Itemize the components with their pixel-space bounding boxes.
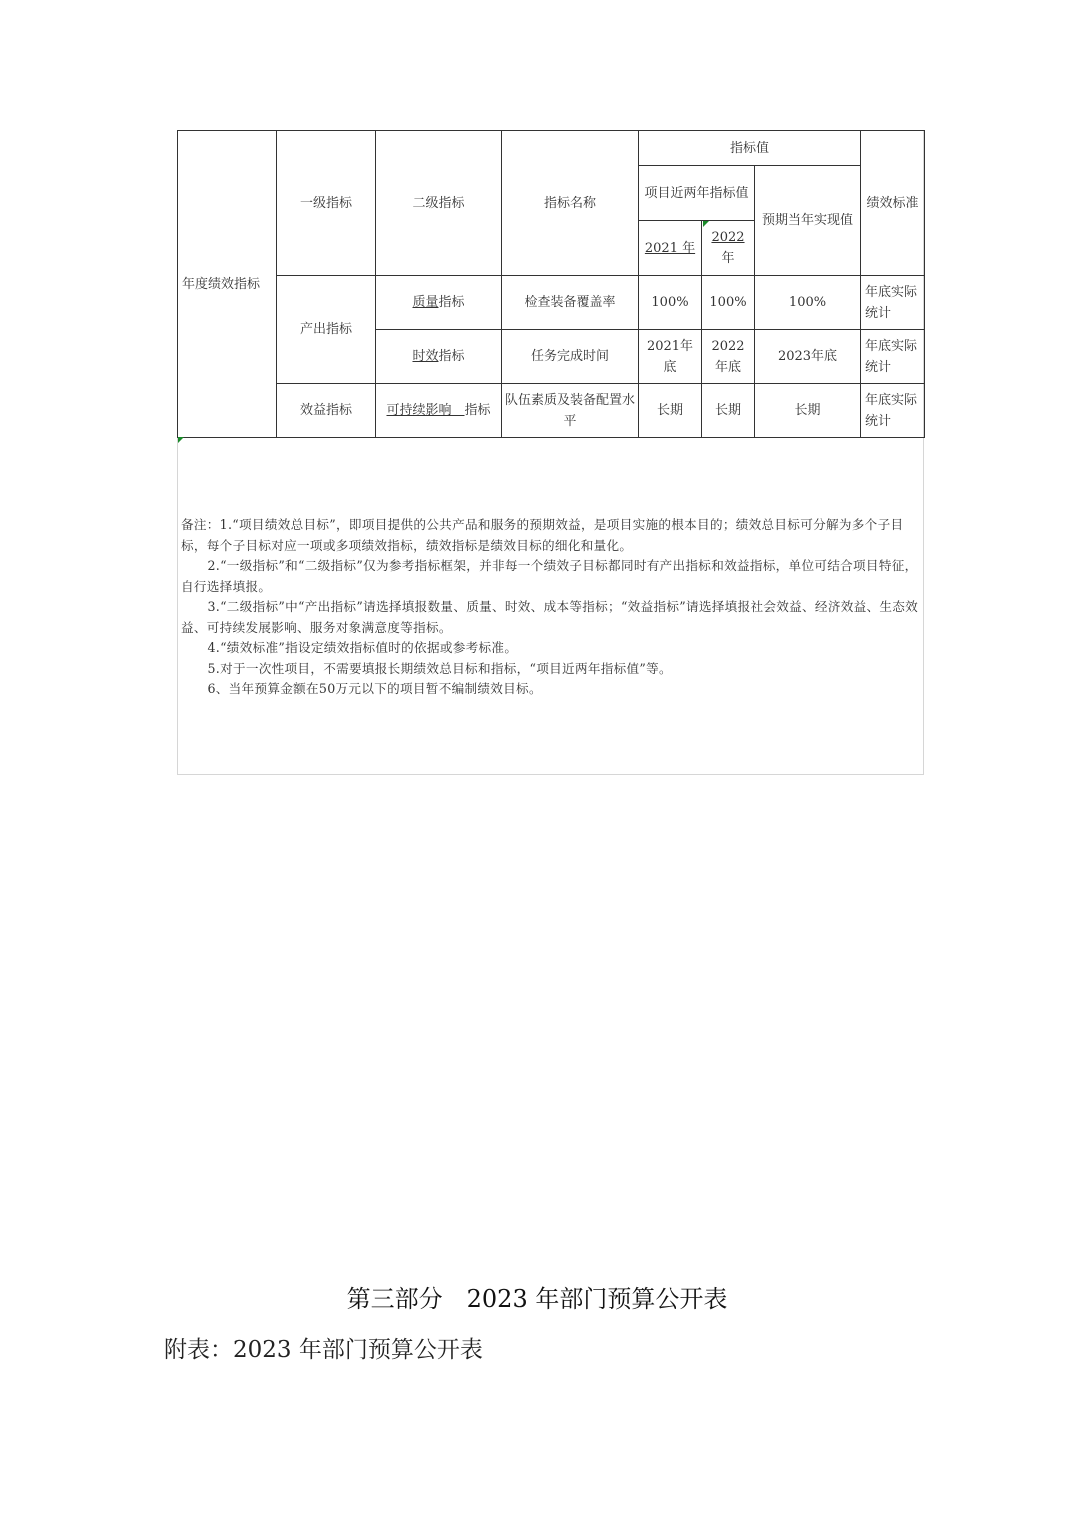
level1-output: 产出指标	[277, 276, 376, 384]
header-year-2022	[702, 221, 755, 276]
value-expected: 100%	[755, 276, 861, 330]
comment-marker-icon	[703, 221, 709, 227]
note-1: 备注：1.“项目绩效总目标”，即项目提供的公共产品和服务的预期效益，是项目实施的根本目的；绩效总目标可分解为多个子目标，每个子目标对应一项或多项绩效指标，绩效指标是绩效目标的细化和量化。	[181, 517, 904, 553]
value-2021: 100%	[639, 276, 702, 330]
value-2022: 长期	[702, 384, 755, 438]
level2-quality-underlined: 质量	[412, 295, 439, 310]
section-heading: 第三部分 2023 年部门预算公开表	[346, 1285, 728, 1313]
level2-timeliness-rest: 指标	[438, 349, 465, 364]
level2-sustainability-rest: 指标	[464, 403, 491, 418]
level2-sustainability-underlined: 可持续影响	[386, 403, 465, 418]
value-standard: 年底实际统计	[861, 384, 925, 438]
year-2022-number: 2022	[711, 230, 745, 245]
comment-marker-icon	[178, 437, 184, 443]
level2-sustainability	[376, 384, 502, 438]
note-4: 4.“绩效标准”指设定绩效指标值时的依据或参考标准。	[207, 640, 518, 655]
year-2022-unit: 年	[721, 251, 735, 266]
value-standard: 年底实际统计	[861, 276, 925, 330]
header-level1: 一级指标	[277, 131, 376, 276]
value-expected: 2023年底	[755, 330, 861, 384]
indicator-name: 任务完成时间	[502, 330, 639, 384]
performance-indicator-table	[177, 130, 925, 438]
header-recent-two-years: 项目近两年指标值	[639, 166, 755, 221]
row-label-annual-indicators: 年度绩效指标	[178, 131, 277, 438]
level1-benefit: 效益指标	[277, 384, 376, 438]
value-2021: 长期	[639, 384, 702, 438]
note-5: 5.对于一次性项目，不需要填报长期绩效总目标和指标，“项目近两年指标值”等。	[207, 660, 672, 676]
note-3: 3.“二级指标”中“产出指标”请选择填报数量、质量、时效、成本等指标；“效益指标”请选择填报社会效益、经济效益、生态效益、可持续发展影响、服务对象满意度等指标。	[181, 599, 919, 635]
indicator-name: 检查装备覆盖率	[502, 276, 639, 330]
header-level2: 二级指标	[376, 131, 502, 276]
level2-timeliness-underlined: 时效	[412, 349, 439, 364]
note-6: 6、当年预算金额在50万元以下的项目暂不编制绩效目标。	[207, 681, 542, 696]
header-indicator-value: 指标值	[639, 131, 861, 166]
appendix-line: 附表：2023 年部门预算公开表	[164, 1337, 483, 1363]
value-2022: 2022年底	[702, 330, 755, 384]
indicator-name: 队伍素质及装备配置水平	[502, 384, 639, 438]
value-2021: 2021年底	[639, 330, 702, 384]
value-expected: 长期	[755, 384, 861, 438]
value-2022: 100%	[702, 276, 755, 330]
header-indicator-name: 指标名称	[502, 131, 639, 276]
header-standard: 绩效标准	[861, 131, 925, 276]
note-2: 2.“一级指标”和“二级指标”仅为参考指标框架，并非每一个绩效子目标都同时有产出指标和效益指标，单位可结合项目特征，自行选择填报。	[181, 558, 918, 594]
value-standard: 年底实际统计	[861, 330, 925, 384]
level2-quality-rest: 指标	[438, 295, 465, 310]
header-expected-current: 预期当年实现值	[755, 166, 861, 276]
level2-timeliness	[376, 330, 502, 384]
header-year-2021	[639, 221, 702, 276]
year-2021-label: 2021 年	[644, 240, 696, 256]
level2-quality	[376, 276, 502, 330]
table-notes	[181, 515, 919, 700]
